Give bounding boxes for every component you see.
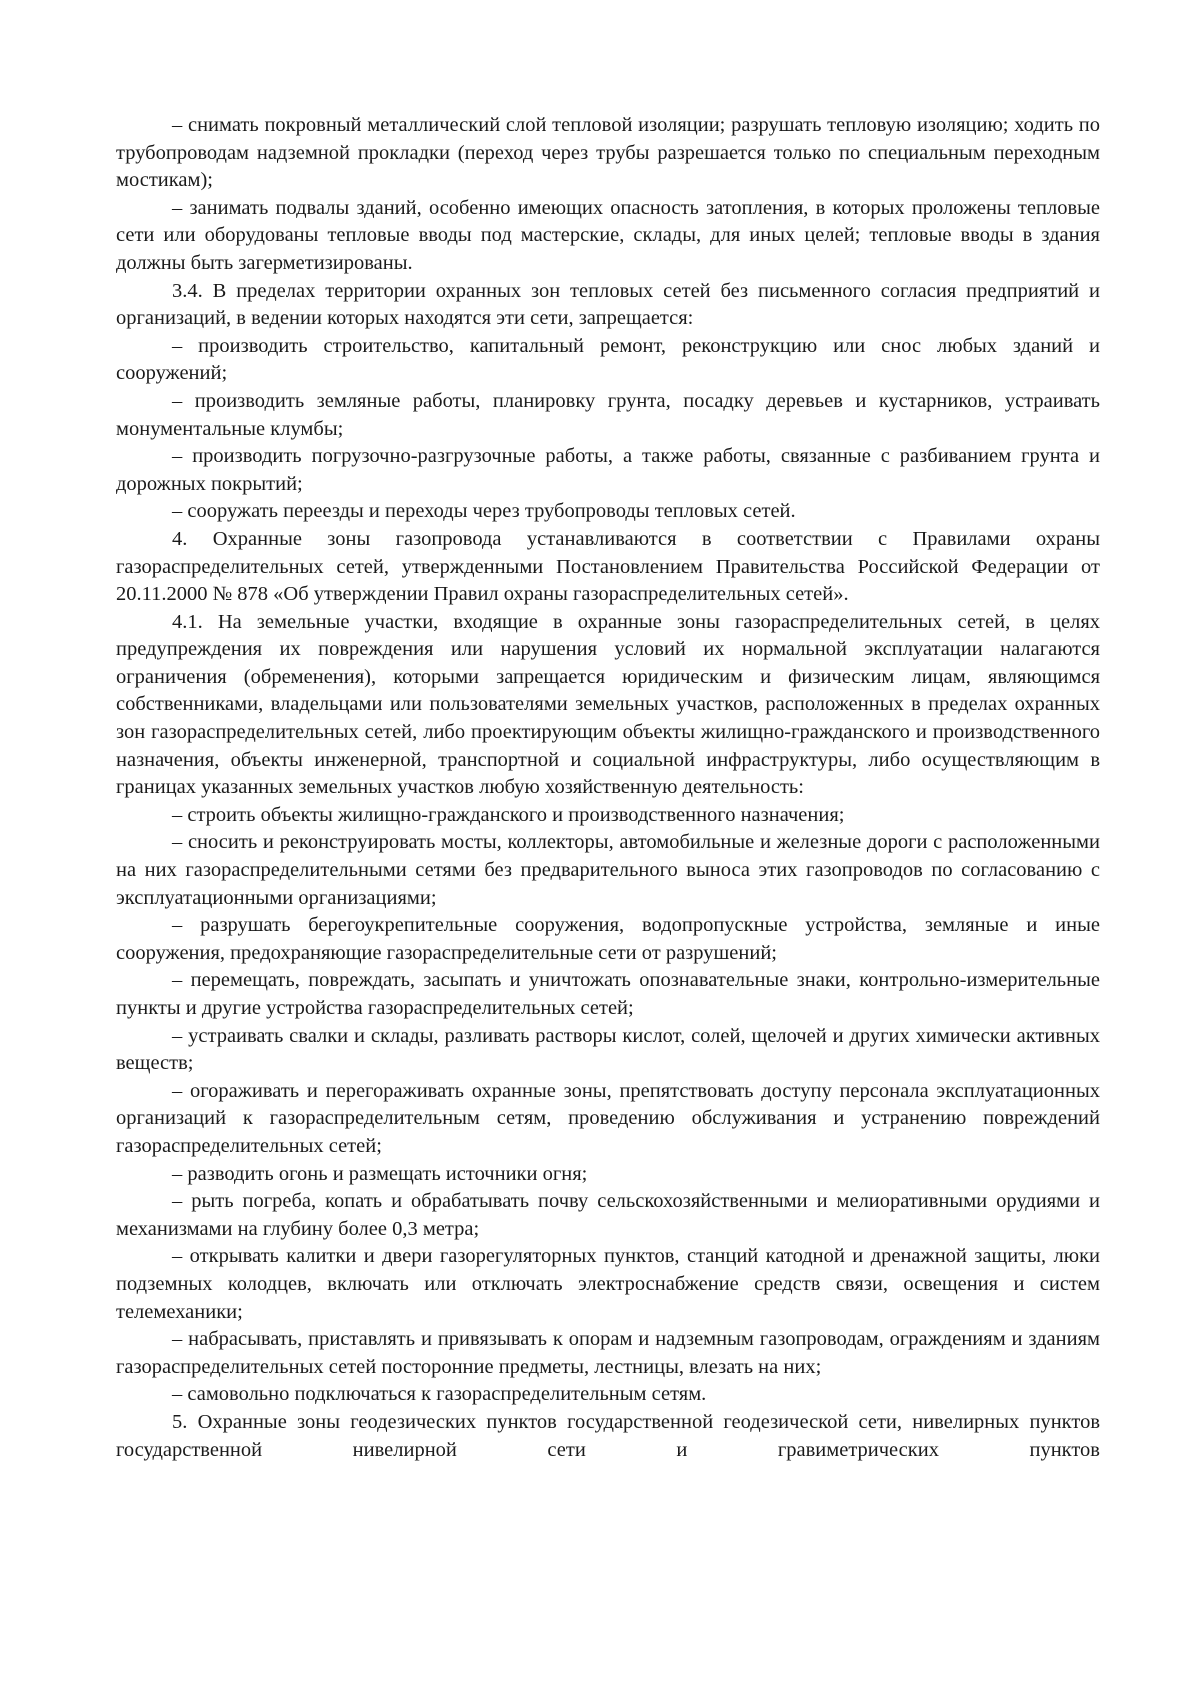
paragraph-build-objects: – строить объекты жилищно-гражданского и производственного назначения; — [172, 803, 845, 826]
paragraph-unauthorized-connection: – самовольно подключаться к газораспределительным сетям. — [172, 1383, 707, 1406]
paragraph-loading-works: – производить погрузочно-разгрузочные работы, а также работы, связанные с разбиванием грунта и дорожных покрытий; — [116, 445, 1100, 495]
paragraph-bank-protection: – разрушать берегоукрепительные сооружения, водопропускные устройства, земляные и иные сооружения, предохраняющие газораспределительные сети от разрушений; — [116, 914, 1100, 964]
paragraph-attaching-objects: – набрасывать, приставлять и привязывать к опорам и надземным газопроводам, ограждениям и зданиям газораспределительных сетей посторонние предметы, лестницы, влезать на них; — [116, 1328, 1100, 1378]
paragraph-4: 4. Охранные зоны газопровода устанавливаются в соответствии с Правилами охраны газораспределительных сетей, утвержденными Постановлением Правительства Российской Федерации от 20.11.2000 № 878 «Об утверждении Правил охраны газораспределительных сетей». — [116, 527, 1100, 606]
paragraph-fencing: – огораживать и перегораживать охранные зоны, препятствовать доступу персонала эксплуатационных организаций к газораспределительным сетям, проведению обслуживания и устранению повреждений газораспределительных сетей; — [116, 1079, 1100, 1157]
paragraph-fire: – разводить огонь и размещать источники огня; — [172, 1162, 588, 1185]
paragraph-4-1: 4.1. На земельные участки, входящие в охранные зоны газораспределительных сетей, в целях предупреждения их повреждения или нарушения условий их нормальной эксплуатации налагаются ограничения (обременения), которыми запрещается юридическим и физическим лицам, являющимся собственниками, владельцами или пользователями земельных участков, расположенных в пределах охранных зон газораспределительных сетей, либо проектирующим объекты жилищно-гражданского и производственного назначения, объекты инженерной, транспортной и социальной инфраструктуры, либо осуществляющим в границах указанных земельных участков любую хозяйственную деятельность: — [116, 610, 1100, 799]
paragraph-gates: – открывать калитки и двери газорегуляторных пунктов, станций катодной и дренажной защиты, люки подземных колодцев, включать или отключать электроснабжение средств связи, освещения и систем телемеханики; — [116, 1245, 1100, 1323]
paragraph-basements: – занимать подвалы зданий, особенно имеющих опасность затопления, в которых проложены тепловые сети или оборудованы тепловые вводы под мастерские, склады, для иных целей; тепловые вводы в здания должны быть загерметизированы. — [116, 196, 1100, 274]
paragraph-3-4: 3.4. В пределах территории охранных зон тепловых сетей без письменного согласия предприятий и организаций, в ведении которых находятся эти сети, запрещается: — [116, 279, 1100, 330]
document-page — [116, 112, 1100, 1464]
paragraph-earthworks: – производить земляные работы, планировку грунта, посадку деревьев и кустарников, устраивать монументальные клумбы; — [116, 389, 1100, 440]
paragraph-construction: – производить строительство, капитальный ремонт, реконструкцию или снос любых зданий и сооружений; — [116, 334, 1100, 385]
paragraph-dumps: – устраивать свалки и склады, разливать растворы кислот, солей, щелочей и других химически активных веществ; — [116, 1024, 1100, 1075]
paragraph-digging: – рыть погреба, копать и обрабатывать почву сельскохозяйственными и мелиоративными орудиями и механизмами на глубину более 0,3 метра; — [116, 1190, 1100, 1240]
paragraph-5: 5. Охранные зоны геодезических пунктов государственной геодезической сети, нивелирных пунктов государственной нивелирной сети и гравиметрических пунктов — [116, 1410, 1100, 1461]
paragraph-crossings: – сооружать переезды и переходы через трубопроводы тепловых сетей. — [172, 500, 796, 523]
paragraph-thermal-insulation: – снимать покровный металлический слой тепловой изоляции; разрушать тепловую изоляцию; ходить по трубопроводам надземной прокладки (переход через трубы разрешается только по специальным переходным мостикам); — [116, 114, 1100, 192]
paragraph-markers: – перемещать, повреждать, засыпать и уничтожать опознавательные знаки, контрольно-измерительные пункты и другие устройства газораспределительных сетей; — [116, 969, 1100, 1019]
paragraph-demolish-bridges: – сносить и реконструировать мосты, коллекторы, автомобильные и железные дороги с расположенными на них газораспределительными сетями без предварительного выноса этих газопроводов по согласованию с эксплуатационными организациями; — [116, 831, 1100, 909]
